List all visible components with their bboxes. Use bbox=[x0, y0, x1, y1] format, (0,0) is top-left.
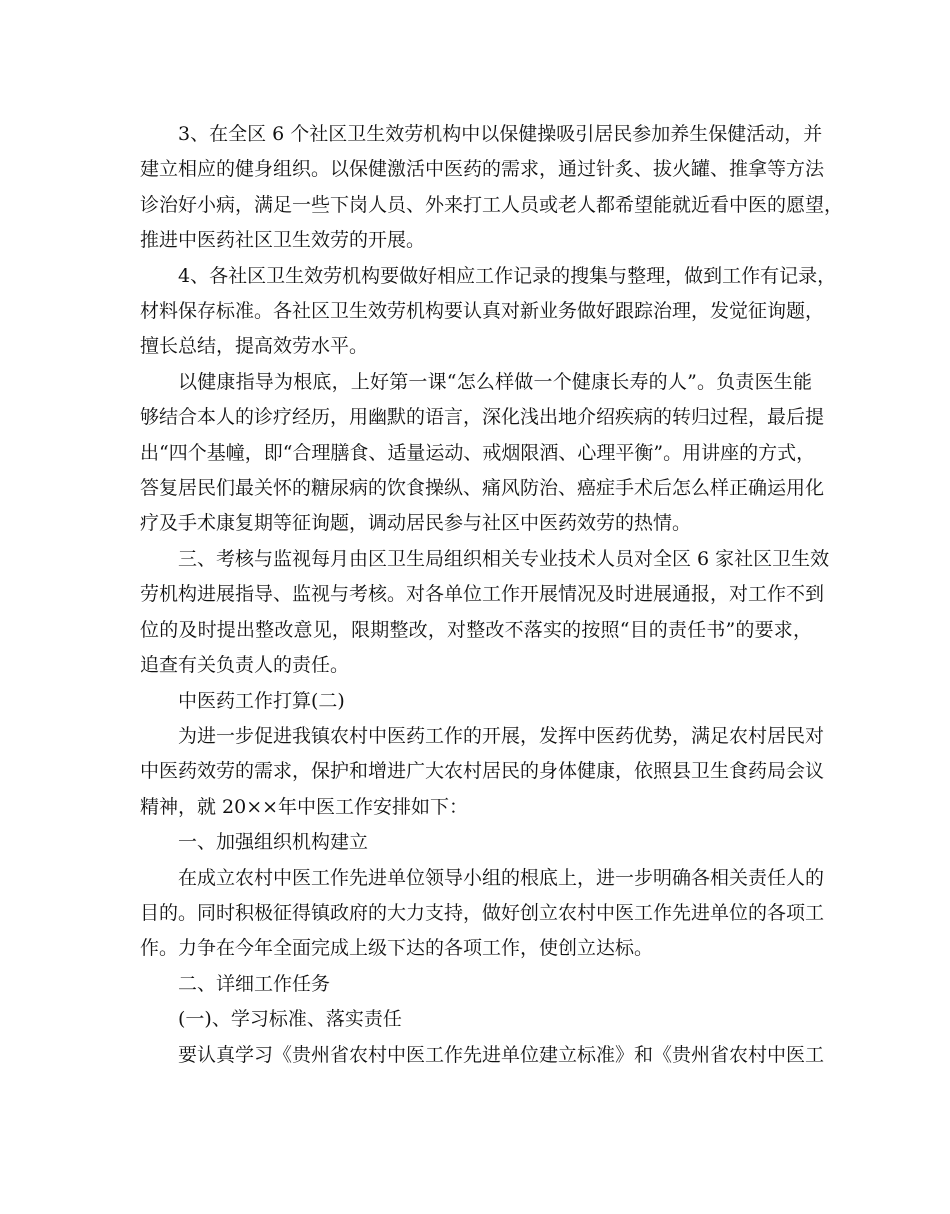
text-line: 为进一步促进我镇农村中医药工作的开展，发挥中医药优势，满足农村居民对 bbox=[178, 724, 825, 747]
text-line: 以健康指导为根底，上好第一课“怎么样做一个健康长寿的人”。负责医生能 bbox=[178, 370, 812, 393]
section-heading bbox=[140, 1002, 812, 1037]
text-line: 答复居民们最关怀的糖尿病的饮食操纵、痛风防治、癌症手术后怎么样正确运用化 bbox=[140, 477, 825, 500]
text-line: 够结合本人的诊疗经历，用幽默的语言，深化浅出地介绍疾病的转归过程，最后提 bbox=[140, 406, 825, 429]
text-line: 4、各社区卫生效劳机构要做好相应工作记录的搜集与整理，做到工作有记录， bbox=[178, 264, 837, 287]
text-line: 劳机构进展指导、监视与考核。对各单位工作开展情况及时进展通报，对工作不到 bbox=[140, 583, 825, 606]
text-line: 3、在全区 6 个社区卫生效劳机构中以保健操吸引居民参加养生保健活动，并 bbox=[178, 123, 823, 145]
body-paragraph bbox=[140, 719, 825, 825]
text-line: 材料保存标准。各社区卫生效劳机构要认真对新业务做好跟踪治理，发觉征询题， bbox=[140, 300, 825, 323]
text-line: 出“四个基幢，即“合理膳食、适量运动、戒烟限酒、心理平衡”。用讲座的方式， bbox=[140, 441, 816, 464]
text-line: 追查有关负责人的责任。 bbox=[140, 654, 350, 677]
text-line: 推进中医药社区卫生效劳的开展。 bbox=[140, 229, 426, 252]
text-line: 疗及手术康复期等征询题，调动居民参与社区中医药效劳的热情。 bbox=[140, 512, 692, 535]
section-heading bbox=[140, 967, 812, 1002]
text-line: 一、加强组织机构建立 bbox=[178, 831, 369, 854]
text-line: 建立相应的健身组织。以保健激活中医药的需求，通过针炙、拔火罐、推拿等方法 bbox=[140, 158, 825, 181]
text-line: 在成立农村中医工作先进单位领导小组的根底上，进一步明确各相关责任人的 bbox=[178, 866, 825, 889]
text-line: 中医药工作打算(二) bbox=[178, 689, 345, 712]
text-line: 位的及时提出整改意见，限期整改，对整改不落实的按照“目的责任书”的要求， bbox=[140, 618, 812, 641]
body-paragraph bbox=[140, 542, 830, 684]
body-paragraph bbox=[140, 117, 844, 259]
document-body bbox=[140, 117, 844, 1073]
text-line: 诊治好小病，满足一些下岗人员、外来打工人员或老人都希望能就近看中医的愿望， bbox=[140, 193, 844, 216]
body-paragraph bbox=[140, 259, 837, 365]
text-line: 三、考核与监视每月由区卫生局组织相关专业技术人员对全区 6 家社区卫生效 bbox=[178, 547, 830, 570]
section-heading bbox=[140, 825, 812, 860]
body-paragraph bbox=[140, 861, 825, 967]
text-line: 作。力争在今年全面完成上级下达的各项工作，使创立达标。 bbox=[140, 937, 654, 960]
body-paragraph bbox=[140, 365, 825, 542]
text-line: (一)、学习标准、落实责任 bbox=[178, 1008, 402, 1031]
text-line: 精神，就 20××年中医工作安排如下： bbox=[140, 795, 469, 818]
text-line: 要认真学习《贵州省农村中医工作先进单位建立标准》和《贵州省农村中医工 bbox=[178, 1043, 825, 1066]
text-line: 目的。同时积极征得镇政府的大力支持，做好创立农村中医工作先进单位的各项工 bbox=[140, 901, 825, 924]
section-heading bbox=[140, 684, 812, 719]
body-paragraph bbox=[140, 1038, 825, 1073]
text-line: 中医药效劳的需求，保护和增进广大农村居民的身体健康，依照县卫生食药局会议 bbox=[140, 760, 825, 783]
text-line: 二、详细工作任务 bbox=[178, 972, 331, 995]
text-line: 擅长总结，提高效劳水平。 bbox=[140, 335, 369, 358]
